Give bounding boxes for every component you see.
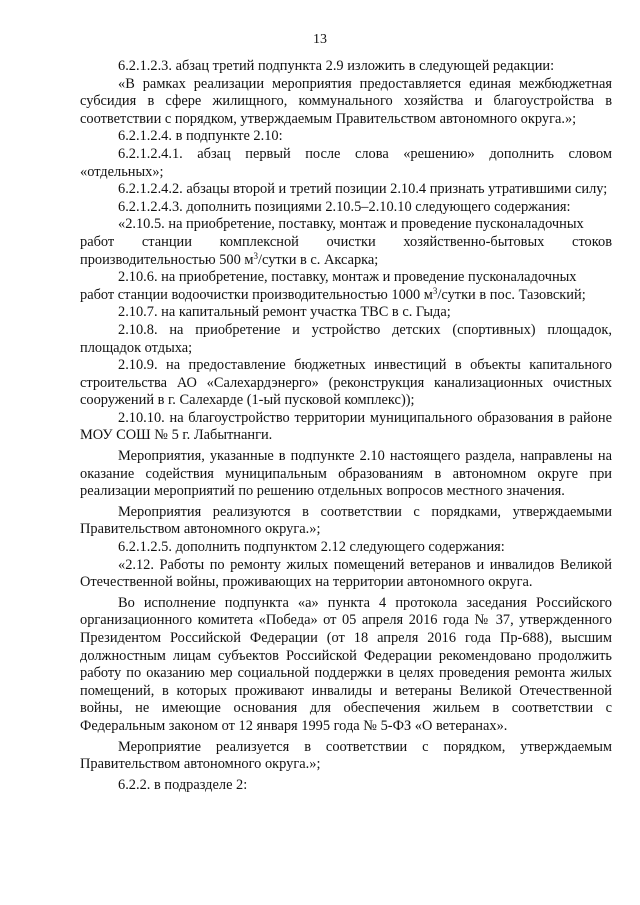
cubic-superscript: 3 <box>432 285 438 296</box>
paragraph-6-2-1-2-4-2: 6.2.1.2.4.2. абзацы второй и третий позиции 2.10.4 признать утратившими силу; <box>118 181 608 198</box>
paragraph-6-2-1-2-4-1: 6.2.1.2.4.1. абзац первый после слова «решению» дополнить словом «отдельных»; <box>80 145 612 180</box>
paragraph-subsidy-text: «В рамках реализации мероприятия предоставляется единая межбюджетная субсидия в сфере жилищного, коммунального хозяйства и благоустройства в соответствии с порядком, утверждаемым Правительством автономного округа.»; <box>80 75 612 127</box>
paragraph-2-10-10: 2.10.10. на благоустройство территории муниципального образования в районе МОУ СОШ № 5 г. Лабытнанги. <box>80 409 612 444</box>
paragraph-measure-procedure: Мероприятие реализуется в соответствии с порядком, утверждаемым Правительством автономного округа.»; <box>80 738 612 773</box>
paragraph-2-10-6-text-end: /сутки в пос. Тазовский; <box>437 286 586 303</box>
paragraph-2-10-5-line-2: работ станции комплексной очистки хозяйственно-бытовых стоков <box>80 233 612 250</box>
paragraph-2-10-6 <box>80 269 612 304</box>
paragraph-6-2-1-2-4-3: 6.2.1.2.4.3. дополнить позициями 2.10.5–2.10.10 следующего содержания: <box>118 198 571 215</box>
paragraph-2-10-6-text: работ станции водоочистки производительностью 1000 м <box>80 286 433 303</box>
paragraph-pobeda-protocol: Во исполнение подпункта «а» пункта 4 протокола заседания Российского организационного комитета «Победа» от 05 апреля 2016 года № 37, утвержденного Президентом Российской Федерации (от 18 апреля 2016 года Пр-688), высшим должностным лицам субъектов Российской Федерации рекомендовано продолжить работу по оказанию мер социальной поддержки в целях проведения ремонта жилых помещений, в которых проживают инвалиды и ветераны Великой Отечественной войны, не имеющие основания для обеспечения жильем в соответствии с Федеральным законом от 12 января 1995 года № 5-ФЗ «О ветеранах». <box>80 594 612 734</box>
paragraph-6-2-1-2-4: 6.2.1.2.4. в подпункте 2.10: <box>118 128 283 145</box>
paragraph-measures-procedure: Мероприятия реализуются в соответствии с порядками, утверждаемыми Правительством автономного округа.»; <box>80 503 612 538</box>
paragraph-6-2-2: 6.2.2. в подразделе 2: <box>118 776 248 793</box>
paragraph-2-10-9: 2.10.9. на предоставление бюджетных инвестиций в объекты капитального строительства АО «Салехардэнерго» (реконструкция канализационных очистных сооружений в г. Салехарде (1-ый пусковой комплекс)); <box>80 357 612 409</box>
paragraph-2-10-6-line-1: 2.10.6. на приобретение, поставку, монтаж и проведение пусконаладочных <box>118 269 577 286</box>
paragraph-2-10-7: 2.10.7. на капитальный ремонт участка ТВС в с. Гыда; <box>118 304 451 321</box>
paragraph-2-10-5-text-end: /сутки в с. Аксарка; <box>258 251 379 268</box>
paragraph-2-10-8: 2.10.8. на приобретение и устройство детских (спортивных) площадок, площадок отдыха; <box>80 321 612 356</box>
paragraph-measures-purpose: Мероприятия, указанные в подпункте 2.10 настоящего раздела, направлены на оказание содействия муниципальным образованиям в автономном округе при реализации мероприятий по решению отдельных вопросов местного значения. <box>80 448 612 500</box>
document-body <box>80 58 612 794</box>
paragraph-2-10-5-line-1: «2.10.5. на приобретение, поставку, монтаж и проведение пусконаладочных <box>118 216 584 233</box>
paragraph-2-10-5 <box>80 216 612 269</box>
paragraph-2-10-5-text: производительностью 500 м <box>80 251 254 268</box>
paragraph-6-2-1-2-5: 6.2.1.2.5. дополнить подпунктом 2.12 следующего содержания: <box>118 539 505 556</box>
paragraph-6-2-1-2-3: 6.2.1.2.3. абзац третий подпункта 2.9 изложить в следующей редакции: <box>118 58 555 74</box>
cubic-superscript: 3 <box>253 250 259 261</box>
page-number: 13 <box>313 32 327 47</box>
paragraph-2-12: «2.12. Работы по ремонту жилых помещений ветеранов и инвалидов Великой Отечественной войны, проживающих на территории автономного округа. <box>80 556 612 591</box>
paragraph-2-10-6-line-2 <box>80 287 612 305</box>
paragraph-2-10-5-line-3 <box>80 252 612 270</box>
